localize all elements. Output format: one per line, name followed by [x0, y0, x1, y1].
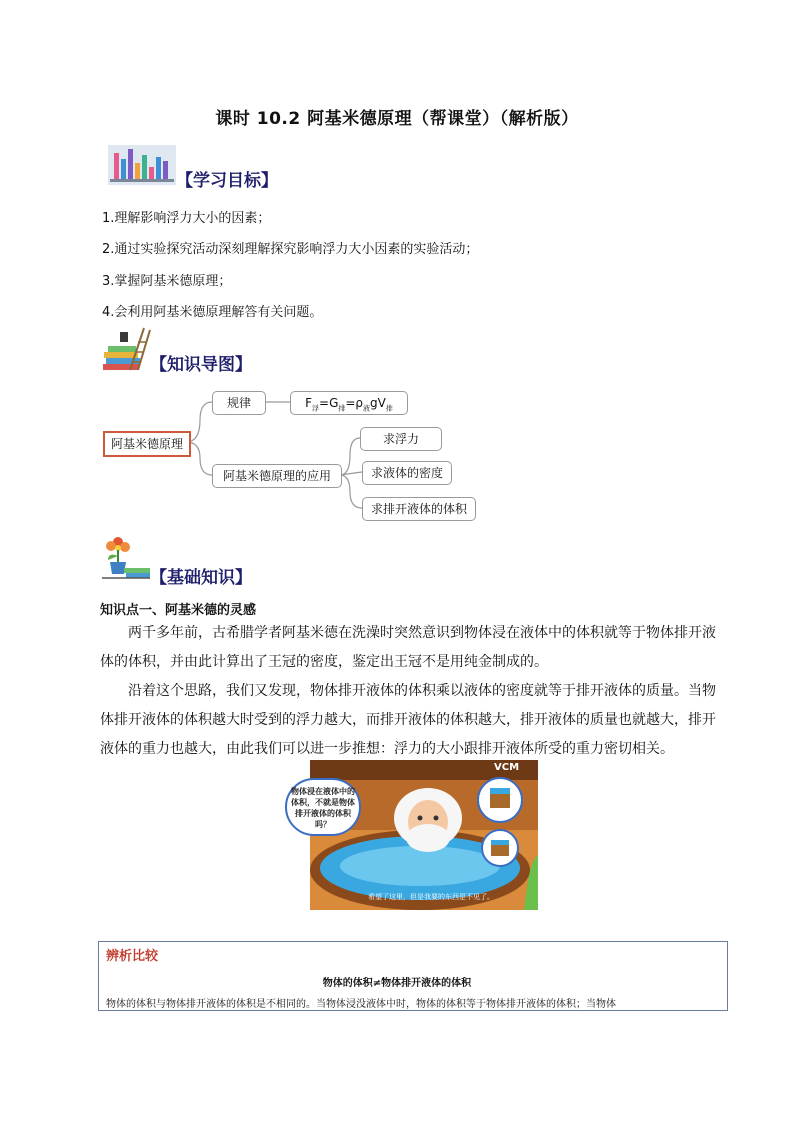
- page-title: 课时 10.2 阿基米德原理（帮课堂）（解析版）: [215, 109, 579, 129]
- formula-eq: =G: [319, 396, 339, 410]
- comparison-heading: 辨析比较: [106, 949, 159, 964]
- books-chart-icon: [108, 145, 176, 185]
- section-heading-mindmap: 【知识导图】: [150, 355, 252, 375]
- paragraph: [100, 677, 725, 764]
- formula-sub: 液: [363, 404, 371, 413]
- paragraph-text: 两千多年前，古希腊学者阿基米德在洗澡时突然意识到物体浸在液体中的体积就等于物体排开液体的体积，并由此计算出了王冠的密度，鉴定出王冠不是用纯金制成的。: [100, 625, 716, 670]
- comparison-text: 物体的体积与物体排开液体的体积是不相同的。当物体浸没液体中时，物体的体积等于物体排开液体的体积；当物体: [106, 999, 616, 1010]
- formula-sub: 排: [338, 404, 346, 413]
- mindmap-application: 阿基米德原理的应用: [212, 464, 342, 488]
- comparison-subtitle: 物体的体积≠物体排开液体的体积: [322, 978, 472, 989]
- formula-g: gV: [370, 396, 386, 410]
- formula-F: F: [305, 396, 313, 410]
- formula-eq: =ρ: [345, 396, 364, 410]
- speech-bubble: 物体浸在液体中的体积，不就是物体排开液体的体积吗？: [285, 778, 361, 836]
- section-heading-basics: 【基础知识】: [150, 568, 252, 588]
- figure-caption: 希望了这里，但是我要的东西是不见了。: [368, 893, 494, 901]
- objective-item: 4.会利用阿基米德原理解答有关问题。: [102, 305, 323, 320]
- paragraph-text: 沿着这个思路，我们又发现，物体排开液体的体积乘以液体的密度就等于排开液体的质量。当物体排开液体的体积越大时受到的浮力越大，而排开液体的体积越大，排开液体的质量也就越大，排开液体的重力也越大，由此我们可以进一步推想：浮力的大小跟排开液体所受的重力密切相关。: [100, 683, 716, 757]
- mindmap-app-item: 求浮力: [360, 427, 442, 451]
- mindmap-app-item: 求排开液体的体积: [362, 497, 476, 521]
- mindmap-law: 规律: [212, 391, 266, 415]
- objective-item: 3.掌握阿基米德原理；: [102, 274, 232, 289]
- mindmap-root: 阿基米德原理: [103, 431, 191, 457]
- objective-item: 1.理解影响浮力大小的因素；: [102, 211, 271, 226]
- mindmap-app-item: 求液体的密度: [362, 461, 452, 485]
- books-ladder-icon: [100, 322, 152, 374]
- objective-item: 2.通过实验探究活动深刻理解探究影响浮力大小因素的实验活动；: [102, 242, 479, 257]
- flower-pot-books-icon: [100, 530, 152, 582]
- knowledge-point-title: 知识点一、阿基米德的灵感: [100, 603, 257, 618]
- vcm-logo: VCM: [494, 762, 520, 773]
- mindmap-formula: [290, 391, 408, 415]
- formula-sub: 排: [385, 404, 393, 413]
- section-heading-objectives: 【学习目标】: [176, 171, 278, 191]
- formula-sub: 浮: [312, 404, 320, 413]
- paragraph: [100, 619, 725, 677]
